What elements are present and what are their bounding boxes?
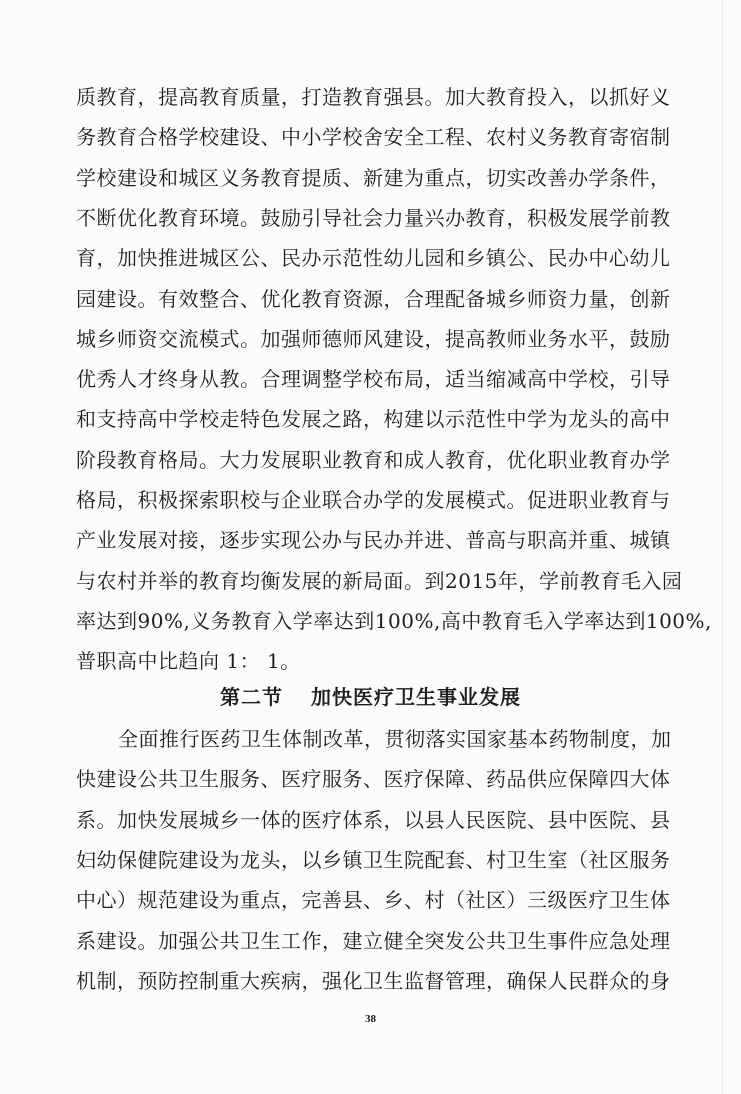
paragraph-line: 园建设。有效整合、优化教育资源，合理配备城乡师资力量，创新 <box>76 287 671 311</box>
paragraph-line: 育，加快推进城区公、民办示范性幼儿园和乡镇公、民办中心幼儿 <box>76 246 671 270</box>
paragraph-line: 中心）规范建设为重点，完善县、乡、村（社区）三级医疗卫生体 <box>76 888 671 912</box>
section-title: 加快医疗卫生事业发展 <box>311 685 521 709</box>
section-heading <box>0 683 741 711</box>
paragraph-line: 质教育，提高教育质量，打造教育强县。加大教育投入，以抓好义 <box>76 85 671 109</box>
paragraph-line: 城乡师资交流模式。加强师德师风建设，提高教师业务水平，鼓励 <box>76 327 671 351</box>
paragraph-line: 和支持高中学校走特色发展之路，构建以示范性中学为龙头的高中 <box>76 407 671 431</box>
paragraph-line: 率达到90%,义务教育入学率达到100%,高中教育毛入学率达到100%, <box>76 609 712 633</box>
paragraph-line: 阶段教育格局。大力发展职业教育和成人教育，优化职业教育办学 <box>76 448 671 472</box>
paragraph-line: 快建设公共卫生服务、医疗服务、医疗保障、药品供应保障四大体 <box>76 767 671 791</box>
paragraph-line: 不断优化教育环境。鼓励引导社会力量兴办教育，积极发展学前教 <box>76 206 671 230</box>
paragraph-line: 妇幼保健院建设为龙头，以乡镇卫生院配套、村卫生室（社区服务 <box>76 848 671 872</box>
page-number: 38 <box>365 1013 376 1025</box>
paragraph-line: 务教育合格学校建设、中小学校舍安全工程、农村义务教育寄宿制 <box>76 125 671 149</box>
page-edge-shadow <box>722 0 723 1094</box>
paragraph-line: 机制，预防控制重大疾病，强化卫生监督管理，确保人民群众的身 <box>76 969 671 993</box>
paragraph-line: 与农村并举的教育均衡发展的新局面。到2015年，学前教育毛入园 <box>76 569 683 593</box>
paragraph-line: 学校建设和城区义务教育提质、新建为重点，切实改善办学条件， <box>76 166 671 190</box>
paragraph-line: 普职高中比趋向 1： 1。 <box>76 649 301 673</box>
paragraph-line: 系。加快发展城乡一体的医疗体系，以县人民医院、县中医院、县 <box>76 808 671 832</box>
paragraph-line: 优秀人才终身从教。合理调整学校布局，适当缩减高中学校，引导 <box>76 367 671 391</box>
section-number: 第二节 <box>220 685 283 709</box>
paragraph-line: 产业发展对接，逐步实现公办与民办并进、普高与职高并重、城镇 <box>76 528 671 552</box>
paragraph-line: 系建设。加强公共卫生工作，建立健全突发公共卫生事件应急处理 <box>76 929 671 953</box>
paragraph-line: 全面推行医药卫生体制改革，贯彻落实国家基本药物制度，加 <box>118 727 672 751</box>
paragraph-line: 格局，积极探索职校与企业联合办学的发展模式。促进职业教育与 <box>76 488 671 512</box>
